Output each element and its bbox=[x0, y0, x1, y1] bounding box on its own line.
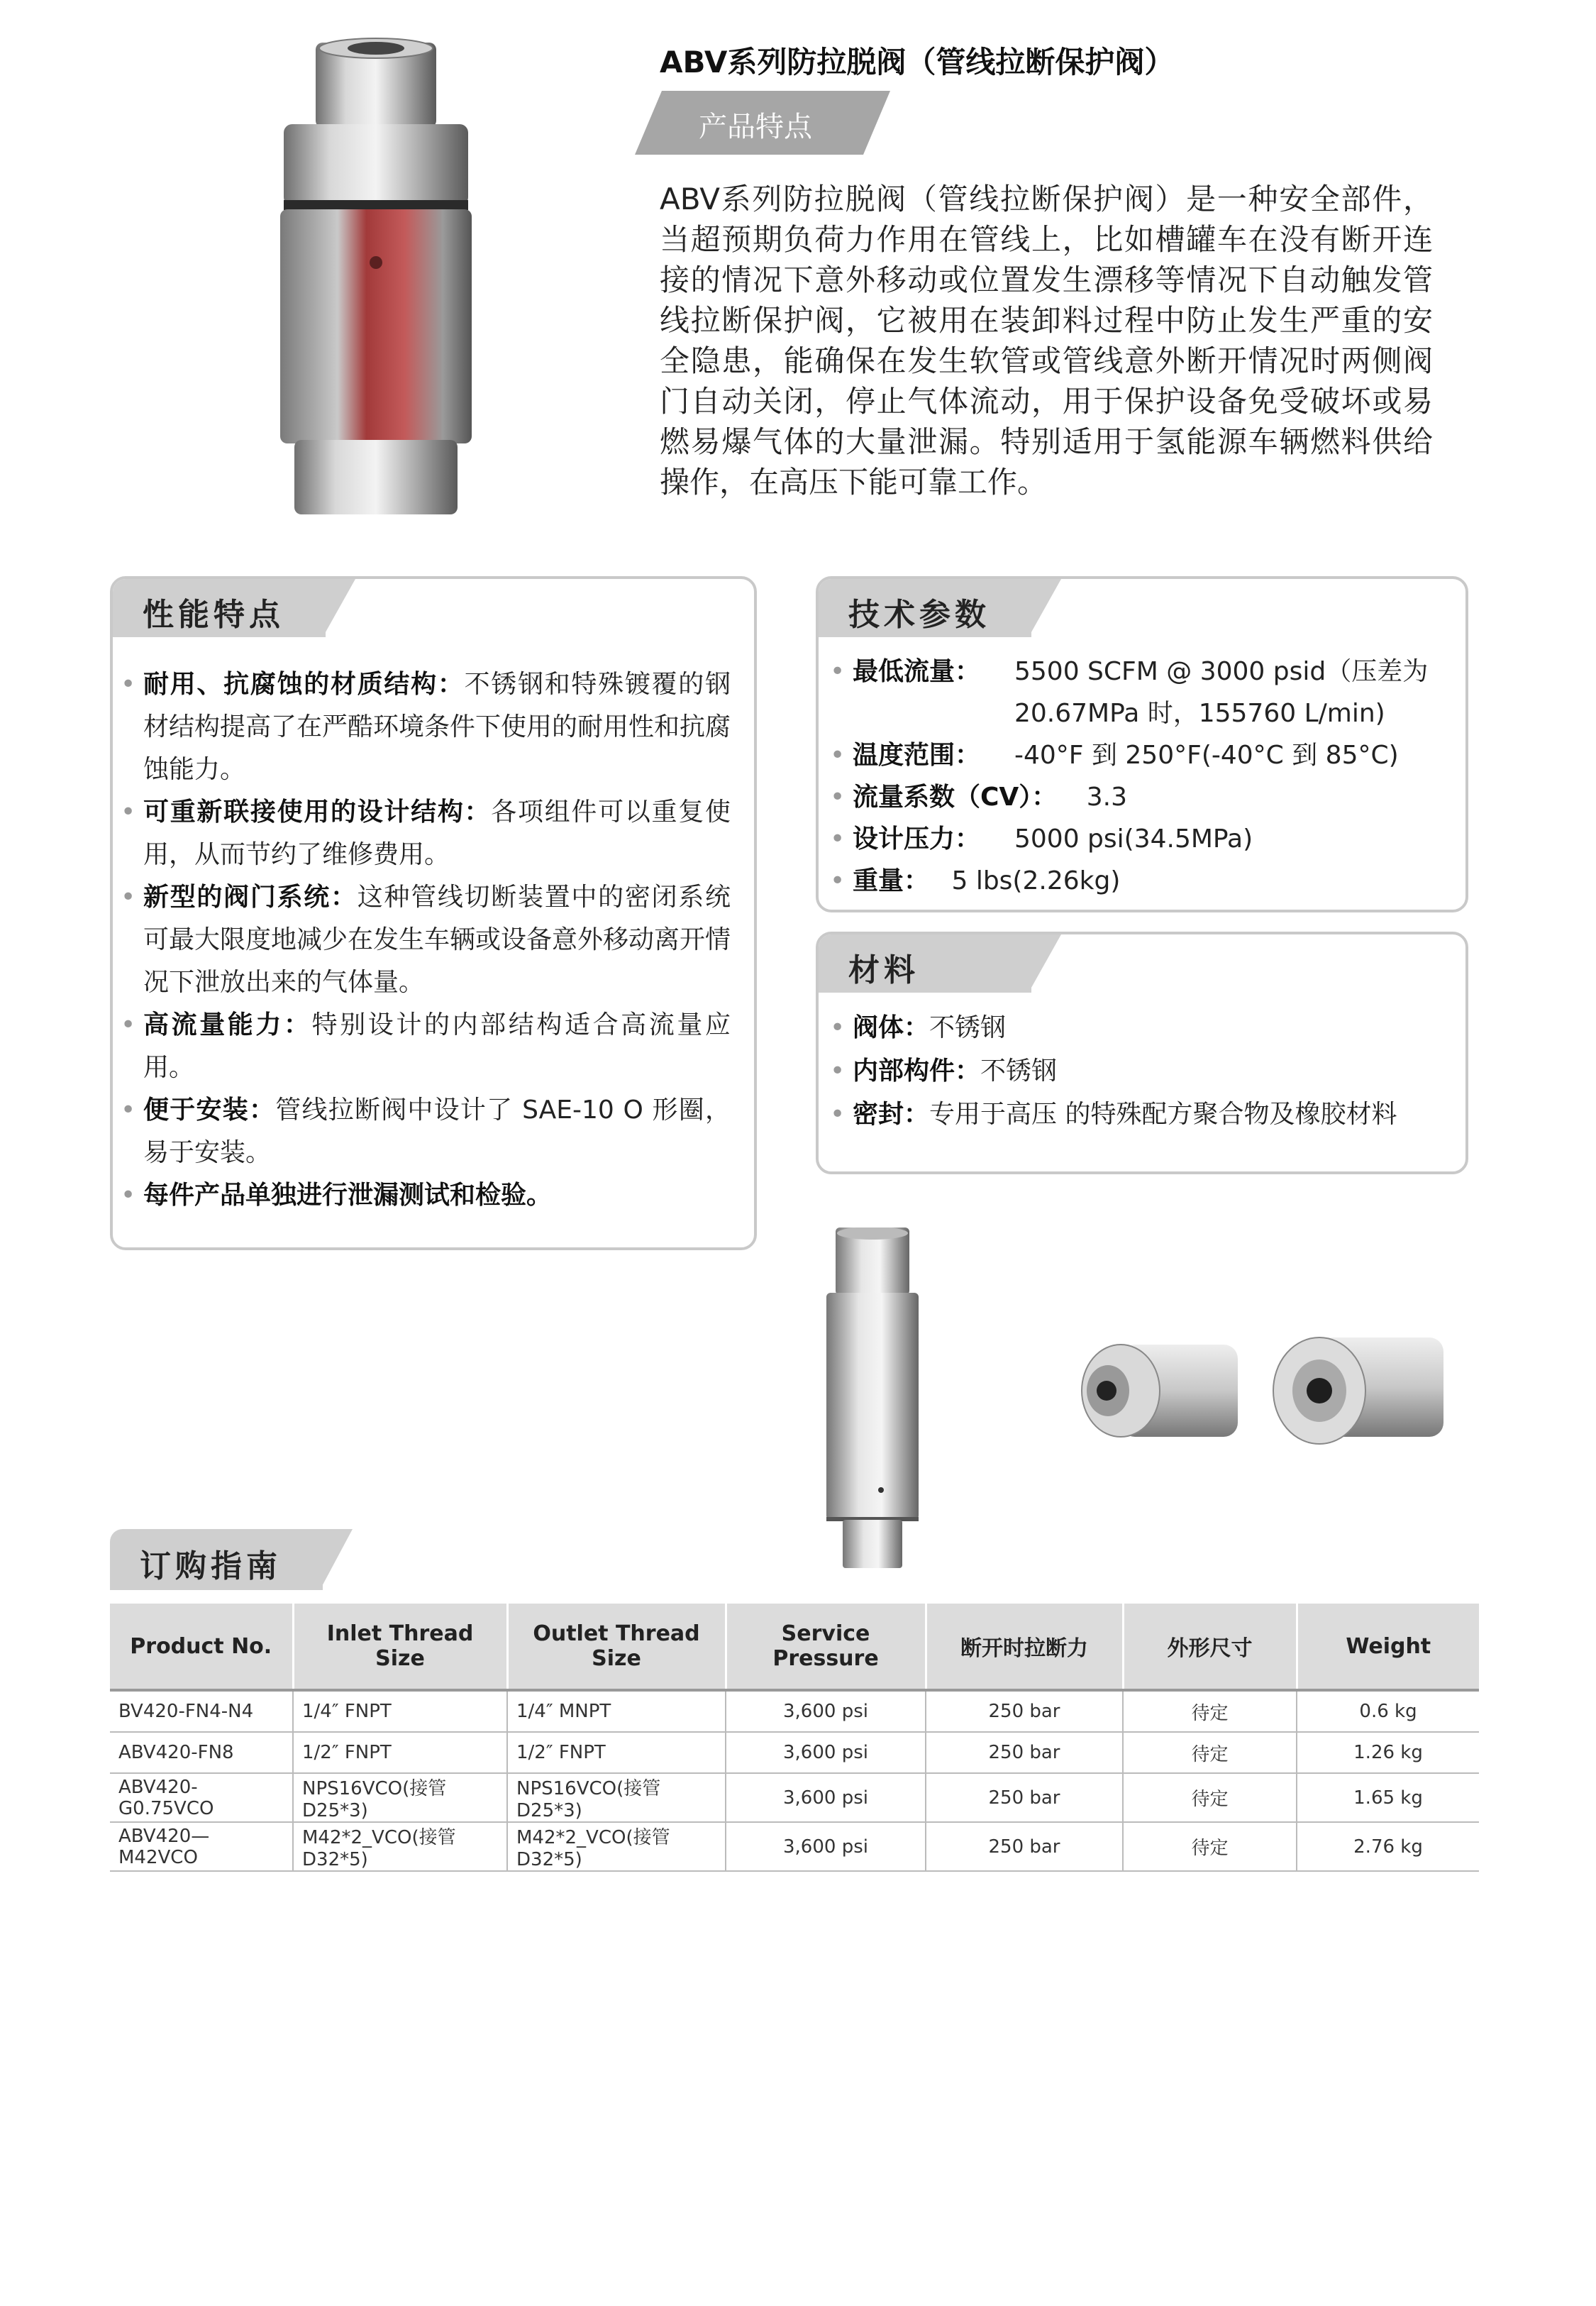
order-table-header-row bbox=[110, 1604, 1479, 1690]
order-guide-title: 订购指南 bbox=[140, 1548, 282, 1584]
performance-item-label: 耐用、抗腐蚀的材质结构： bbox=[143, 670, 465, 699]
order-col-header: Product No. bbox=[110, 1604, 293, 1690]
order-col-header: Inlet Thread Size bbox=[293, 1604, 507, 1690]
table-cell: 3,600 psi bbox=[726, 1690, 926, 1732]
table-cell: 250 bar bbox=[926, 1732, 1123, 1773]
table-cell: 1/4″ MNPT bbox=[507, 1690, 726, 1732]
performance-item bbox=[113, 876, 731, 1004]
product-photo-angled-1 bbox=[1064, 1327, 1241, 1455]
material-label: 阀体： bbox=[853, 1013, 930, 1042]
table-row bbox=[110, 1732, 1479, 1773]
table-cell: ABV420—M42VCO bbox=[110, 1822, 293, 1871]
tech-param-value: 3.3 bbox=[1086, 783, 1128, 812]
material-value: 不锈钢 bbox=[980, 1057, 1058, 1086]
material-item bbox=[823, 1049, 1447, 1093]
tech-params-tab-slant bbox=[1029, 579, 1061, 637]
tech-params-title: 技术参数 bbox=[848, 597, 990, 633]
table-cell: 250 bar bbox=[926, 1773, 1123, 1822]
tech-param-value: 5000 psi(34.5MPa) bbox=[1014, 824, 1253, 854]
table-cell: 0.6 kg bbox=[1297, 1690, 1479, 1732]
tech-param-label: • 最低流量： bbox=[853, 657, 981, 686]
table-cell: 待定 bbox=[1123, 1690, 1297, 1732]
material-item bbox=[823, 1093, 1447, 1136]
tech-param-item bbox=[823, 651, 1447, 734]
tech-param-label: • 设计压力： bbox=[853, 824, 981, 854]
product-photo-main bbox=[277, 35, 475, 525]
table-cell: 待定 bbox=[1123, 1773, 1297, 1822]
table-cell: 1/2″ FNPT bbox=[293, 1732, 507, 1773]
performance-item-label: 新型的阀门系统： bbox=[143, 883, 358, 912]
performance-item-label: 可重新联接使用的设计结构： bbox=[143, 798, 492, 827]
performance-item bbox=[113, 791, 731, 876]
performance-item-text: 特别设计的内部结构适合高流量应用。 bbox=[143, 1010, 731, 1082]
performance-item-text: 各项组件可以重复使用，从而节约了维修费用。 bbox=[143, 798, 731, 869]
table-cell: 2.76 kg bbox=[1297, 1822, 1479, 1871]
performance-item-label: 高流量能力： bbox=[143, 1010, 312, 1039]
table-cell: 1/2″ FNPT bbox=[507, 1732, 726, 1773]
table-cell: M42*2_VCO(接管D32*5) bbox=[293, 1822, 507, 1871]
table-cell: NPS16VCO(接管D25*3) bbox=[507, 1773, 726, 1822]
material-item bbox=[823, 1006, 1447, 1049]
product-title: ABV系列防拉脱阀（管线拉断保护阀） bbox=[660, 45, 1175, 79]
tech-param-label: 流量系数（CV）： bbox=[853, 783, 1058, 812]
table-cell: 待定 bbox=[1123, 1822, 1297, 1871]
table-row bbox=[110, 1690, 1479, 1732]
table-cell: 1.26 kg bbox=[1297, 1732, 1479, 1773]
table-cell: ABV420-FN8 bbox=[110, 1732, 293, 1773]
table-cell: 250 bar bbox=[926, 1690, 1123, 1732]
order-guide-tab-slant bbox=[320, 1529, 353, 1590]
material-label: 密封： bbox=[853, 1100, 930, 1129]
table-cell: 待定 bbox=[1123, 1732, 1297, 1773]
materials-title: 材料 bbox=[848, 952, 919, 988]
tech-param-item bbox=[823, 860, 1447, 902]
tech-param-item bbox=[823, 734, 1447, 776]
performance-title: 性能特点 bbox=[143, 597, 284, 633]
tech-params-list bbox=[823, 651, 1447, 902]
tech-param-value: 5 lbs(2.26kg) bbox=[951, 866, 1121, 895]
order-col-header: Outlet Thread Size bbox=[507, 1604, 726, 1690]
performance-item-label: 每件产品单独进行泄漏测试和检验。 bbox=[143, 1181, 553, 1210]
product-photo-angled-2 bbox=[1259, 1323, 1447, 1458]
material-value: 专用于高压 的特殊配方聚合物及橡胶材料 bbox=[929, 1100, 1397, 1129]
feature-tag-label: 产品特点 bbox=[699, 111, 812, 143]
performance-item bbox=[113, 663, 731, 791]
order-col-header: Service Pressure bbox=[726, 1604, 926, 1690]
table-cell: BV420-FN4-N4 bbox=[110, 1690, 293, 1732]
table-row bbox=[110, 1773, 1479, 1822]
table-cell: 3,600 psi bbox=[726, 1773, 926, 1822]
performance-item bbox=[113, 1089, 731, 1174]
product-intro-text: ABV系列防拉脱阀（管线拉断保护阀）是一种安全部件，当超预期负荷力作用在管线上，比如槽罐车在没有断开连接的情况下意外移动或位置发生漂移等情况下自动触发管线拉断保护阀，它被用在装卸料过程中防止发生严重的安全隐患，能确保在发生软管或管线意外断开情况时两侧阀门自动关闭，停止气体流动，用于保护设备免受破坏或易燃易爆气体的大量泄漏。特别适用于氢能源车辆燃料供给操作，在高压下能可靠工作。 bbox=[660, 182, 1433, 500]
table-cell: 1/4″ FNPT bbox=[293, 1690, 507, 1732]
order-col-header: 断开时拉断力 bbox=[926, 1604, 1123, 1690]
table-cell: 3,600 psi bbox=[726, 1822, 926, 1871]
table-cell: 1.65 kg bbox=[1297, 1773, 1479, 1822]
performance-list bbox=[113, 663, 731, 1217]
table-cell: 250 bar bbox=[926, 1822, 1123, 1871]
order-col-header: 外形尺寸 bbox=[1123, 1604, 1297, 1690]
table-cell: M42*2_VCO(接管D32*5) bbox=[507, 1822, 726, 1871]
materials-list bbox=[823, 1006, 1447, 1136]
tech-param-label: 重量： bbox=[853, 866, 930, 895]
performance-item-text: 管线拉断阀中设计了 SAE-10 O 形圈，易于安装。 bbox=[143, 1096, 731, 1167]
performance-item-text: 不锈钢和特殊镀覆的钢材结构提高了在严酷环境条件下使用的耐用性和抗腐蚀能力。 bbox=[143, 670, 731, 784]
performance-item-text: 这种管线切断装置中的密闭系统可最大限度地减少在发生车辆或设备意外移动离开情况下泄放出来的气体量。 bbox=[143, 883, 731, 997]
tech-param-label: • 温度范围： bbox=[853, 741, 981, 770]
order-guide-tab bbox=[110, 1529, 415, 1590]
order-col-header: Weight bbox=[1297, 1604, 1479, 1690]
material-label: 内部构件： bbox=[853, 1057, 981, 1086]
performance-item bbox=[113, 1004, 731, 1089]
order-table bbox=[110, 1604, 1479, 1872]
table-cell: ABV420-G0.75VCO bbox=[110, 1773, 293, 1822]
performance-item bbox=[113, 1174, 731, 1217]
table-cell: 3,600 psi bbox=[726, 1732, 926, 1773]
tech-param-value: -40°F 到 250°F(-40°C 到 85°C) bbox=[1014, 741, 1399, 770]
performance-item-label: 便于安装： bbox=[143, 1096, 276, 1125]
tech-param-item bbox=[823, 776, 1447, 818]
table-cell: NPS16VCO(接管D25*3) bbox=[293, 1773, 507, 1822]
performance-tab-slant bbox=[323, 579, 355, 637]
material-value: 不锈钢 bbox=[929, 1013, 1007, 1042]
materials-tab-slant bbox=[1029, 934, 1061, 993]
tech-param-value: 5500 SCFM @ 3000 psid（压差为 20.67MPa 时，155760 L/min) bbox=[1014, 657, 1429, 728]
tech-param-item bbox=[823, 818, 1447, 860]
product-photo-side bbox=[823, 1228, 922, 1568]
table-row bbox=[110, 1822, 1479, 1871]
